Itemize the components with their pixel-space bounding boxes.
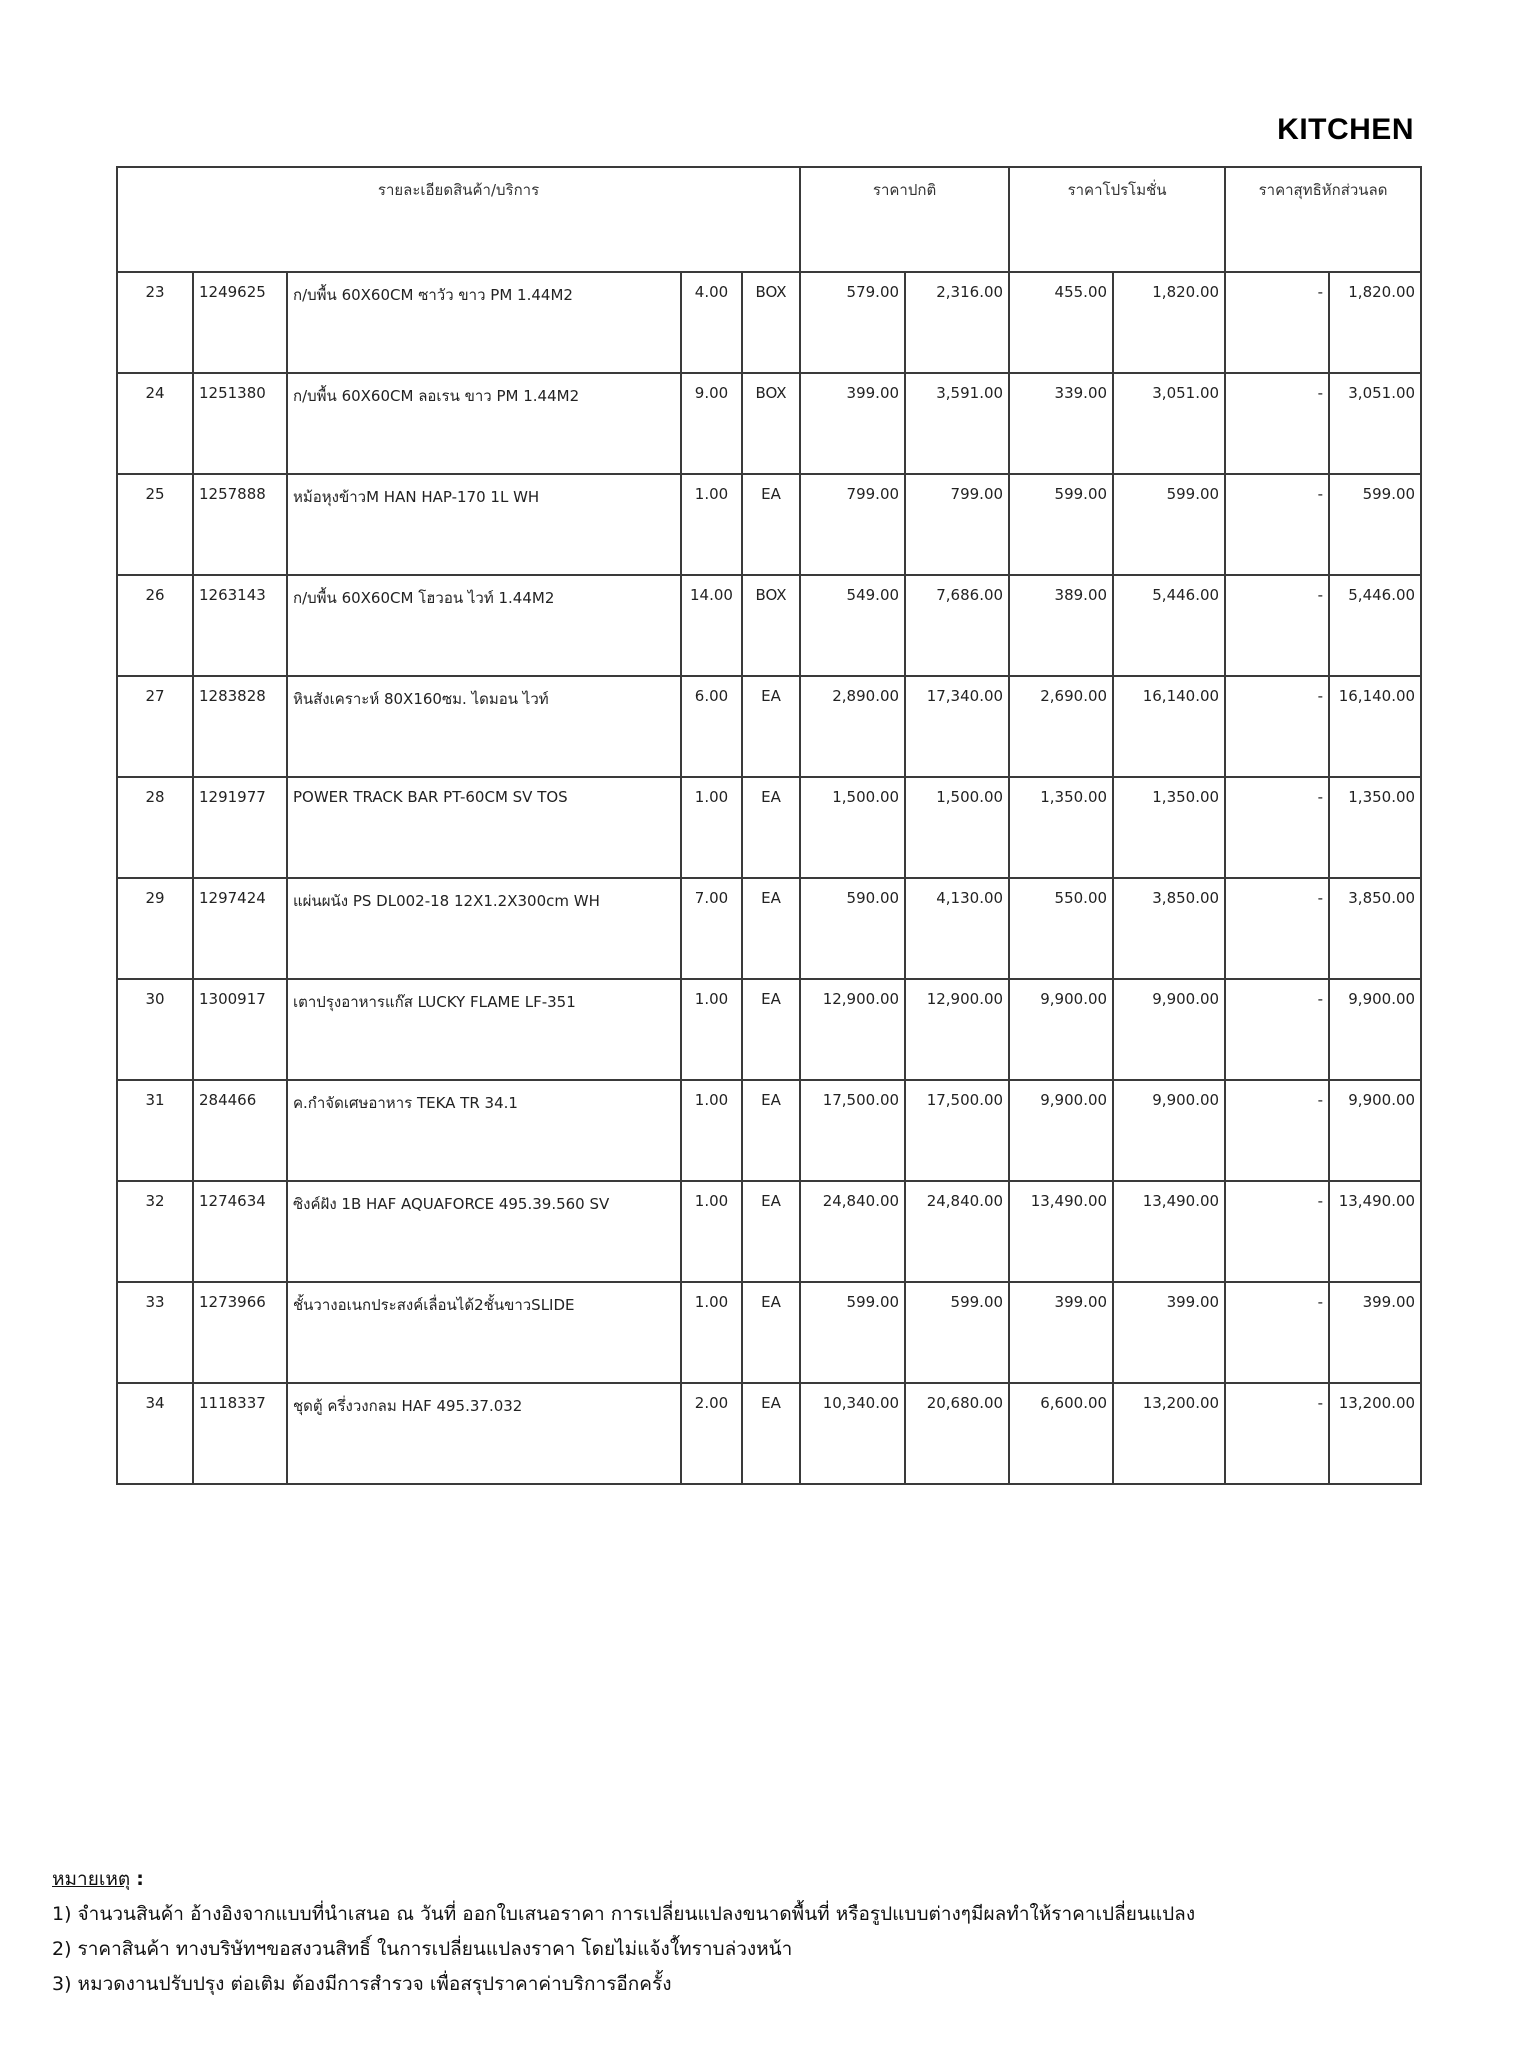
- net-price-cell: 9,900.00: [1329, 979, 1421, 1080]
- unit-price-cell: 1,500.00: [800, 777, 905, 878]
- row-number-cell: 23: [117, 272, 193, 373]
- notes-section: [52, 1862, 1195, 2002]
- product-name-cell: ก/บพื้น 60X60CM ซาวัว ขาว PM 1.44M2: [287, 272, 681, 373]
- quantity-cell: 14.00: [681, 575, 742, 676]
- unit-cell: EA: [742, 979, 800, 1080]
- total-price-cell: 17,500.00: [905, 1080, 1009, 1181]
- net-price-cell: 13,490.00: [1329, 1181, 1421, 1282]
- promo-total-price-cell: 3,850.00: [1113, 878, 1225, 979]
- notes-title: หมายเหตุ: [52, 1868, 131, 1890]
- row-number-cell: 25: [117, 474, 193, 575]
- promo-unit-price-cell: 389.00: [1009, 575, 1113, 676]
- quantity-cell: 1.00: [681, 979, 742, 1080]
- header-normal-price: ราคาปกติ: [800, 167, 1009, 272]
- discount-cell: -: [1225, 575, 1329, 676]
- discount-cell: -: [1225, 1080, 1329, 1181]
- product-code-cell: 1297424: [193, 878, 287, 979]
- row-number-cell: 29: [117, 878, 193, 979]
- product-name-cell: ค.กำจัดเศษอาหาร TEKA TR 34.1: [287, 1080, 681, 1181]
- promo-unit-price-cell: 6,600.00: [1009, 1383, 1113, 1484]
- header-net-price: ราคาสุทธิหักส่วนลด: [1225, 167, 1421, 272]
- total-price-cell: 2,316.00: [905, 272, 1009, 373]
- quantity-cell: 4.00: [681, 272, 742, 373]
- discount-cell: -: [1225, 272, 1329, 373]
- total-price-cell: 4,130.00: [905, 878, 1009, 979]
- table-row: [117, 373, 1421, 474]
- table-row: [117, 575, 1421, 676]
- product-name-cell: หินสังเคราะห์ 80X160ซม. ไดมอน ไวท์: [287, 676, 681, 777]
- product-code-cell: 1273966: [193, 1282, 287, 1383]
- row-number-cell: 33: [117, 1282, 193, 1383]
- net-price-cell: 1,350.00: [1329, 777, 1421, 878]
- promo-total-price-cell: 1,350.00: [1113, 777, 1225, 878]
- net-price-cell: 599.00: [1329, 474, 1421, 575]
- net-price-cell: 5,446.00: [1329, 575, 1421, 676]
- promo-unit-price-cell: 9,900.00: [1009, 979, 1113, 1080]
- promo-unit-price-cell: 2,690.00: [1009, 676, 1113, 777]
- unit-price-cell: 2,890.00: [800, 676, 905, 777]
- product-code-cell: 1257888: [193, 474, 287, 575]
- promo-total-price-cell: 3,051.00: [1113, 373, 1225, 474]
- promo-total-price-cell: 5,446.00: [1113, 575, 1225, 676]
- unit-cell: BOX: [742, 373, 800, 474]
- discount-cell: -: [1225, 1383, 1329, 1484]
- quantity-cell: 1.00: [681, 1282, 742, 1383]
- total-price-cell: 799.00: [905, 474, 1009, 575]
- row-number-cell: 27: [117, 676, 193, 777]
- table-row: [117, 777, 1421, 878]
- product-name-cell: หม้อหุงข้าวM HAN HAP-170 1L WH: [287, 474, 681, 575]
- table-row: [117, 474, 1421, 575]
- note-line-3: 3) หมวดงานปรับปรุง ต่อเติม ต้องมีการสำรวจ เพื่อสรุปราคาค่าบริการอีกครั้ง: [52, 1973, 672, 1995]
- promo-total-price-cell: 13,200.00: [1113, 1383, 1225, 1484]
- promo-unit-price-cell: 550.00: [1009, 878, 1113, 979]
- promo-unit-price-cell: 455.00: [1009, 272, 1113, 373]
- discount-cell: -: [1225, 979, 1329, 1080]
- items-table: [116, 166, 1422, 1485]
- promo-total-price-cell: 1,820.00: [1113, 272, 1225, 373]
- unit-price-cell: 12,900.00: [800, 979, 905, 1080]
- table-row: [117, 1383, 1421, 1484]
- net-price-cell: 399.00: [1329, 1282, 1421, 1383]
- section-title: KITCHEN: [1277, 113, 1414, 146]
- discount-cell: -: [1225, 777, 1329, 878]
- discount-cell: -: [1225, 1282, 1329, 1383]
- promo-unit-price-cell: 9,900.00: [1009, 1080, 1113, 1181]
- unit-price-cell: 24,840.00: [800, 1181, 905, 1282]
- table-row: [117, 1282, 1421, 1383]
- promo-unit-price-cell: 399.00: [1009, 1282, 1113, 1383]
- header-description: รายละเอียดสินค้า/บริการ: [117, 167, 800, 272]
- total-price-cell: 17,340.00: [905, 676, 1009, 777]
- unit-cell: EA: [742, 878, 800, 979]
- product-code-cell: 1249625: [193, 272, 287, 373]
- total-price-cell: 599.00: [905, 1282, 1009, 1383]
- quantity-cell: 2.00: [681, 1383, 742, 1484]
- quantity-cell: 1.00: [681, 777, 742, 878]
- promo-unit-price-cell: 1,350.00: [1009, 777, 1113, 878]
- discount-cell: -: [1225, 474, 1329, 575]
- product-name-cell: ชั้นวางอเนกประสงค์เลื่อนได้2ชั้นขาวSLIDE: [287, 1282, 681, 1383]
- product-name-cell: ก/บพื้น 60X60CM ลอเรน ขาว PM 1.44M2: [287, 373, 681, 474]
- product-name-cell: เตาปรุงอาหารแก๊ส LUCKY FLAME LF-351: [287, 979, 681, 1080]
- table-row: [117, 878, 1421, 979]
- quantity-cell: 1.00: [681, 1080, 742, 1181]
- unit-price-cell: 399.00: [800, 373, 905, 474]
- table-row: [117, 1080, 1421, 1181]
- unit-cell: EA: [742, 474, 800, 575]
- header-promo-price: ราคาโปรโมชั่น: [1009, 167, 1225, 272]
- unit-price-cell: 799.00: [800, 474, 905, 575]
- table-header-row: [117, 167, 1421, 272]
- product-name-cell: ชุดตู้ ครึ่งวงกลม HAF 495.37.032: [287, 1383, 681, 1484]
- total-price-cell: 7,686.00: [905, 575, 1009, 676]
- unit-price-cell: 17,500.00: [800, 1080, 905, 1181]
- product-code-cell: 1118337: [193, 1383, 287, 1484]
- unit-cell: EA: [742, 676, 800, 777]
- promo-total-price-cell: 399.00: [1113, 1282, 1225, 1383]
- product-code-cell: 1291977: [193, 777, 287, 878]
- unit-price-cell: 590.00: [800, 878, 905, 979]
- promo-total-price-cell: 599.00: [1113, 474, 1225, 575]
- product-code-cell: 1263143: [193, 575, 287, 676]
- table-row: [117, 272, 1421, 373]
- total-price-cell: 3,591.00: [905, 373, 1009, 474]
- promo-unit-price-cell: 599.00: [1009, 474, 1113, 575]
- promo-total-price-cell: 13,490.00: [1113, 1181, 1225, 1282]
- promo-unit-price-cell: 339.00: [1009, 373, 1113, 474]
- net-price-cell: 13,200.00: [1329, 1383, 1421, 1484]
- row-number-cell: 31: [117, 1080, 193, 1181]
- product-code-cell: 1283828: [193, 676, 287, 777]
- total-price-cell: 24,840.00: [905, 1181, 1009, 1282]
- total-price-cell: 1,500.00: [905, 777, 1009, 878]
- discount-cell: -: [1225, 373, 1329, 474]
- row-number-cell: 28: [117, 777, 193, 878]
- net-price-cell: 16,140.00: [1329, 676, 1421, 777]
- product-name-cell: ก/บพื้น 60X60CM โฮวอน ไวท์ 1.44M2: [287, 575, 681, 676]
- net-price-cell: 3,051.00: [1329, 373, 1421, 474]
- product-name-cell: ซิงค์ฝัง 1B HAF AQUAFORCE 495.39.560 SV: [287, 1181, 681, 1282]
- note-line-2: 2) ราคาสินค้า ทางบริษัทฯขอสงวนสิทธิ์ ในการเปลี่ยนแปลงราคา โดยไม่แจ้งใ้ทราบล่วงหน้า: [52, 1938, 793, 1960]
- product-name-cell: แผ่นผนัง PS DL002-18 12X1.2X300cm WH: [287, 878, 681, 979]
- row-number-cell: 32: [117, 1181, 193, 1282]
- quantity-cell: 7.00: [681, 878, 742, 979]
- row-number-cell: 30: [117, 979, 193, 1080]
- promo-total-price-cell: 16,140.00: [1113, 676, 1225, 777]
- table-row: [117, 1181, 1421, 1282]
- product-code-cell: 284466: [193, 1080, 287, 1181]
- promo-total-price-cell: 9,900.00: [1113, 1080, 1225, 1181]
- discount-cell: -: [1225, 878, 1329, 979]
- product-code-cell: 1251380: [193, 373, 287, 474]
- unit-cell: EA: [742, 1181, 800, 1282]
- note-line-1: 1) จำนวนสินค้า อ้างอิงจากแบบที่นำเสนอ ณ วันที่ ออกใบเสนอราคา การเปลี่ยนแปลงขนาดพื้นที่ หรือรูปแบบต่างๆมีผลทำให้ราคาเปลี่ยนแปลง: [52, 1903, 1196, 1925]
- product-name-cell: POWER TRACK BAR PT-60CM SV TOS: [287, 777, 681, 878]
- quantity-cell: 9.00: [681, 373, 742, 474]
- unit-cell: EA: [742, 1080, 800, 1181]
- unit-cell: EA: [742, 1282, 800, 1383]
- promo-total-price-cell: 9,900.00: [1113, 979, 1225, 1080]
- discount-cell: -: [1225, 1181, 1329, 1282]
- unit-cell: EA: [742, 777, 800, 878]
- row-number-cell: 34: [117, 1383, 193, 1484]
- unit-cell: BOX: [742, 272, 800, 373]
- quantity-cell: 1.00: [681, 474, 742, 575]
- row-number-cell: 26: [117, 575, 193, 676]
- unit-price-cell: 599.00: [800, 1282, 905, 1383]
- quantity-cell: 6.00: [681, 676, 742, 777]
- unit-price-cell: 579.00: [800, 272, 905, 373]
- notes-colon: :: [136, 1868, 144, 1890]
- product-code-cell: 1300917: [193, 979, 287, 1080]
- table-row: [117, 979, 1421, 1080]
- net-price-cell: 9,900.00: [1329, 1080, 1421, 1181]
- unit-price-cell: 549.00: [800, 575, 905, 676]
- table-row: [117, 676, 1421, 777]
- promo-unit-price-cell: 13,490.00: [1009, 1181, 1113, 1282]
- row-number-cell: 24: [117, 373, 193, 474]
- unit-cell: EA: [742, 1383, 800, 1484]
- discount-cell: -: [1225, 676, 1329, 777]
- product-code-cell: 1274634: [193, 1181, 287, 1282]
- total-price-cell: 12,900.00: [905, 979, 1009, 1080]
- total-price-cell: 20,680.00: [905, 1383, 1009, 1484]
- net-price-cell: 1,820.00: [1329, 272, 1421, 373]
- net-price-cell: 3,850.00: [1329, 878, 1421, 979]
- unit-price-cell: 10,340.00: [800, 1383, 905, 1484]
- unit-cell: BOX: [742, 575, 800, 676]
- quantity-cell: 1.00: [681, 1181, 742, 1282]
